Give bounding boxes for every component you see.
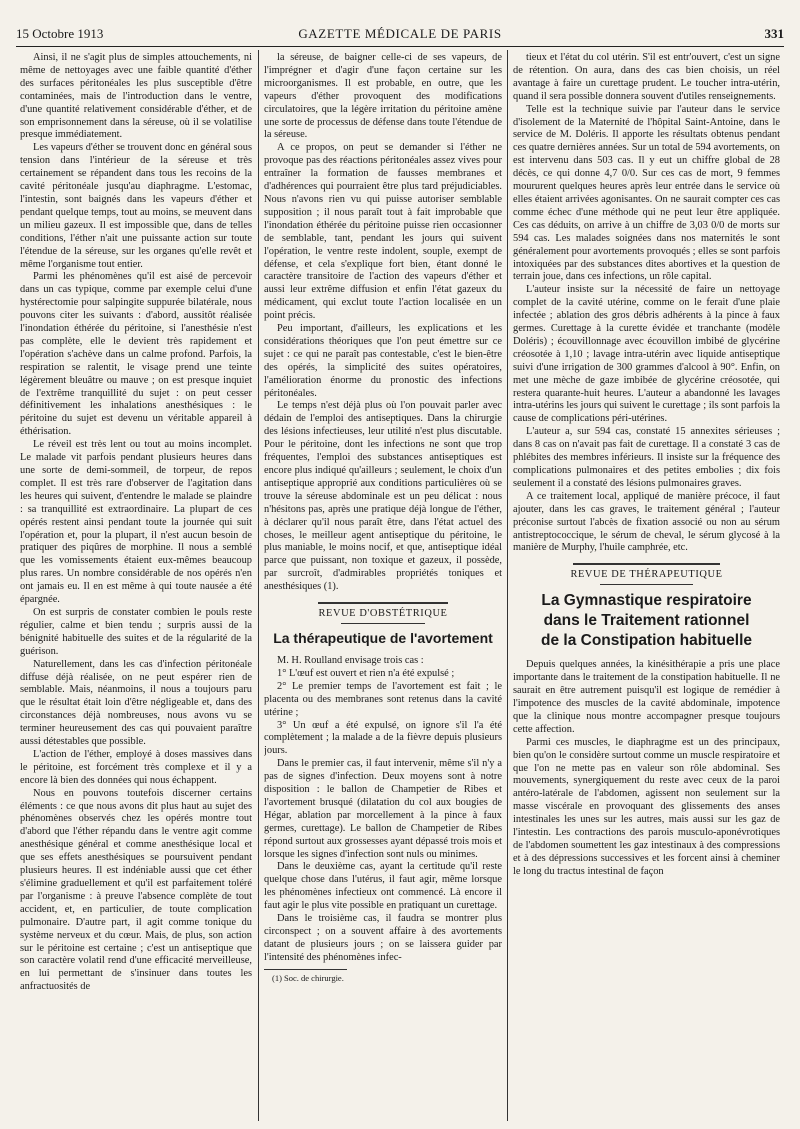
paragraph: Naturellement, dans les cas d'infection péritonéale diffuse déjà réalisée, on ne peut espérer rien de semblable. Mais, néanmoins, il nous a toujours paru que le résultat était loin d'être négligeable et, dans des circonstances déjà nombreuses, nous avons vu se terminer heureusement des cas qui pouvaient paraître aussi détestables que possible. bbox=[20, 658, 252, 748]
paragraph: Le temps n'est déjà plus où l'on pouvait parler avec dédain de l'emploi des antiseptiques. Dans la chirurgie des lésions infectieuses, leur utilité n'est plus discutable. Pour le péritoine, dont les infections ne sont que trop fréquentes, l'emploi des substances antiseptiques est encore plus indiqué qu'ailleurs ; seulement, le choix d'un antiseptique approprié aux conditions particulières où se trouve la séreuse abdominale est un peu délicat : nous n'hésitons pas, après une pratique déjà longue de l'éther, à déclarer qu'il nous paraît être, dans l'état actuel des choses, le meilleur agent antiseptique du péritoine, le plus maniable, le moins nocif, et que, antiseptique idéal parce que puissant, non toxique et gazeux, il possède, par surcroît, d'admirables propriétés toniques et anesthésiques (1). bbox=[264, 400, 502, 593]
paragraph: la séreuse, de baigner celle-ci de ses vapeurs, de l'imprégner et d'agir d'une façon certaine sur les microorganismes. Il est probable, en outre, que les vapeurs d'éther provoquent des modifications circulatoires, que la légère irritation du péritoine amène une sorte de processus de défense dans toute l'étendue de la séreuse. bbox=[264, 52, 502, 141]
paragraph: Depuis quelques années, la kinésithérapie a pris une place importante dans le traitement de la constipation habituelle. Il ne saurait en être autrement puisqu'il est logique de remédier à l'impotence des muscles de la cavité abdominale, impotence que la clinique nous montre accompagner presque toujours cette affection. bbox=[513, 659, 780, 735]
column-divider bbox=[258, 50, 259, 1121]
paragraph: Nous en pouvons toutefois discerner certains éléments : ce que nous avons dit plus haut au sujet des phénomènes observés chez les opérés montre tout d'abord que l'éther répandu dans le ventre agit comme anesthésique général et comme anesthésique local et que ses effets anesthésiques se poursuivent pendant plusieurs heures. Il est indéniable aussi que cet éther s'élimine graduellement et qu'il est parfaitement toléré par l'organisme : à preuve l'absence complète de tout accident, et, en particulier, de toute complication pulmonaire. D'autre part, il agit comme tonique du système nerveux et du cœur. Mais, de plus, son action sur le péritoine est certaine ; c'est un antiseptique que son caractère volatil rend d'une efficacité merveilleuse, en lui permettant de s'insinuer dans toutes les anfractuosités de bbox=[20, 787, 252, 993]
section-label: REVUE DE THÉRAPEUTIQUE bbox=[570, 569, 723, 581]
section-label: REVUE D'OBSTÉTRIQUE bbox=[318, 608, 448, 620]
column-3 bbox=[513, 52, 780, 1122]
paragraph: A ce propos, on peut se demander si l'éther ne provoque pas des réactions péritonéales assez vives pour entraîner la formation de fausses membranes et d'adhérences qui pourraient être plus tard préjudiciables. Nous n'avons rien vu qui puisse autoriser semblable supposition ; il nous paraît tout à fait improbable que l'inondation éthérée du péritoine puisse rien occasionner de semblable, tant, pendant les jours qui suivent l'opération, le ventre reste indolent, souple, exempt de défense, et cela s'explique fort bien, étant donné le caractère transitoire de l'action des vapeurs d'éther et aussi leur extrême diffusion et enfin l'état gazeux du médicament, qui exclut toute l'action localisée en un point précis. bbox=[264, 142, 502, 322]
footnote-rule bbox=[264, 969, 347, 970]
article-title-line: dans le Traitement rationnel bbox=[543, 612, 750, 630]
paragraph: 3° Un œuf a été expulsé, on ignore s'il l'a été complètement ; la malade a de la fièvre depuis plusieurs jours. bbox=[264, 719, 502, 757]
paragraph: Les vapeurs d'éther se trouvent donc en général sous tension dans l'intérieur de la séreuse et très certainement se répandent dans tous les recoins de la cavité péritonéale jusqu'au diaphragme. L'estomac, l'intestin, sont baignés dans les vapeurs d'éther et pendant quelque temps, tout au moins, se meuvent dans un milieu gazeux. Il est impossible que, dans de telles conditions, l'éther n'ait une puissante action sur toute l'étendue de la séreuse, sur les organes qu'elle revêt et même l'organisme tout entier. bbox=[20, 142, 252, 270]
page-header bbox=[16, 26, 784, 44]
article-title: La thérapeutique de l'avortement bbox=[273, 629, 493, 646]
column-2 bbox=[264, 52, 502, 1122]
section-rule bbox=[573, 563, 720, 565]
paragraph: Parmi les phénomènes qu'il est aisé de percevoir dans un cas typique, comme par exemple celui d'une hystérectomie pour salpingite suppurée bilatérale, nous pouvons citer les suivants : d'abord, aussitôt réalisée l'inondation éthérée du péritoine, si l'anesthésie n'est pas complète, elle le devient très rapidement et l'opération s'achève dans un calme profond. Parfois, la respiration se ralentit, le visage prend une teinte légèrement bleuâtre ou mauve ; on est presque inquiet de l'extrême tranquillité du sujet : on peut cesser définitivement les inhalations anesthésiques : le péritoine du sujet est devenu un véritable appareil à éthérisation. bbox=[20, 271, 252, 438]
paragraph: 1° L'œuf est ouvert et rien n'a été expulsé ; bbox=[277, 667, 455, 679]
page-number: 331 bbox=[764, 26, 784, 41]
paragraph: 2° Le premier temps de l'avortement est fait ; le placenta ou des membranes sont retenus dans la cavité utérine ; bbox=[264, 680, 502, 718]
section-rule bbox=[318, 602, 449, 604]
paragraph: Dans le premier cas, il faut intervenir, même s'il n'y a pas de signes d'infection. Deux moyens sont à notre disposition : le ballon de Champetier de Ribes et l'avortement brusqué (dilatation du col aux bougies de Hégar, ablation par morcellement à la pince à faux germes, curettage). Le ballon de Champetier de Ribes répond surtout aux grossesses ayant dépassé trois mois et lorsque les signes d'infection sont nuls ou minimes. bbox=[264, 758, 502, 860]
paragraph: Ainsi, il ne s'agit plus de simples attouchements, ni même de nettoyages avec une faible quantité d'éther des surfaces péritonéales les plus susceptible d'être contaminées, mais de l'introduction dans le ventre, d'une quantité relativement considérable d'éther, et de son emprisonnement dans la séreuse, où il se volatilise presque immédiatement. bbox=[20, 52, 252, 141]
journal-title: GAZETTE MÉDICALE DE PARIS bbox=[298, 26, 502, 41]
paragraph: Telle est la technique suivie par l'auteur dans le service d'isolement de la Maternité de l'hôpital Saint-Antoine, dans le service de M. Doléris. Il apporte les résultats obtenus pendant ces quatre dernières années. Sur un total de 594 avortements, on est intervenu dans 503 cas. Il y eut un chiffre global de 28 décès, ce qui donne 4,7 0/0. Sur ces cas de mort, 9 femmes moururent quelques heures après leur entrée dans le service où elles étaient arrivées agonisantes. On ne saurait compter ces cas comme échec d'une méthode qui ne peut leur être appliquée. Ces cas déduits, on arrive à un chiffre de 3,03 0/0 de morts sur 594 cas. Les malades soignées dans nos maternités le sont généralement pour avortements provoqués ; elles se sont parfois intoxiquées par des substances dites abortives et la question de terrain joue, dans ces infections, un rôle capital. bbox=[513, 103, 780, 283]
paragraph: Le réveil est très lent ou tout au moins incomplet. Le malade vit parfois pendant plusieurs heures dans une sorte de demi-sommeil, de torpeur, de repos complet. Il est très rare d'observer de l'agitation dans les heures qui suivent, d'entendre le malade se plaindre : sa tranquillité est extraordinaire. La plupart de ces opérés restent ainsi pendant toute la journée qui suit l'opération et, pour la plupart, il n'est aucun besoin de pratiquer des piqûres de morphine. Il nous a semblé que les vomissements étaient eux-mêmes beaucoup plus rares. Un nombre considérable de nos opérés n'en ont jamais eu. Il en est même à qui toute nausée a été épargnée. bbox=[20, 439, 252, 606]
header-rule bbox=[16, 46, 784, 47]
article-title bbox=[513, 591, 780, 651]
paragraph: Peu important, d'ailleurs, les explications et les considérations théoriques que l'on peut émettre sur ce sujet : ce qui ne paraît pas contestable, c'est le bien-être des opérés, la simplicité des suites opératoires, l'amélioration énorme du pronostic des infections péritonéales. bbox=[264, 323, 502, 399]
paragraph: On est surpris de constater combien le pouls reste régulier, calme et bien tendu ; surpris aussi de la bénignité habituelle des suites et de la régularité de la guérison. bbox=[20, 606, 252, 657]
column-1 bbox=[20, 52, 252, 1122]
paragraph: A ce traitement local, appliqué de manière précoce, il faut ajouter, dans les cas graves, le traitement général ; l'auteur préconise surtout l'abcès de fixation associé ou non au sérum antistreptococcique, le sérum de cheval, le sérum glycosé à la manière de Murphy, l'huile camphrée, etc. bbox=[513, 490, 780, 554]
paragraph: M. H. Roulland envisage trois cas : bbox=[277, 654, 424, 666]
paragraph: Dans le deuxième cas, ayant la certitude qu'il reste quelque chose dans l'utérus, il faut agir, même lorsque les phénomènes infectieux ont commencé. Là encore il faut agir le plus vite possible en pratiquant un curettage. bbox=[264, 861, 502, 912]
section-rule bbox=[341, 623, 424, 624]
paragraph: Parmi ces muscles, le diaphragme est un des principaux, bien qu'on le considère surtout comme un muscle respiratoire et que l'on ne mette pas en valeur son rôle abdominal. Ses mouvements, synergiquement du reste avec ceux de la paroi antéro-latérale de l'abdomen, agissent non seulement sur la masse viscérale en provoquant des glissements des anses intestinales les unes sur les autres, mais aussi sur les gaz de l'intestin. Les contractions des parois musculo-aponévrotiques de l'abdomen soumettent les gaz intestinaux à des compressions et à des dépressions successives et les forcent ainsi à cheminer le long du tractus intestinal de façon bbox=[513, 736, 780, 877]
issue-date: 15 Octobre 1913 bbox=[16, 26, 104, 41]
footnote: (1) Soc. de chirurgie. bbox=[272, 972, 344, 983]
paragraph: L'action de l'éther, employé à doses massives dans le péritoine, est forcément très complexe et il y a encore là bien des données qui nous échappent. bbox=[20, 748, 252, 786]
paragraph: L'auteur insiste sur la nécessité de faire un nettoyage complet de la cavité utérine, comme on le ferait d'une plaie infectée ; ablation des gros débris adhérents à la pince à faux germes. Curettage à la curette évidée et tranchante (modèle Doléris) ; écouvillonnage avec écouvillon imbibé de glycérine créosotée à 1,10 ; lavage intra-utérin avec liquide antiseptique suivi d'une irrigation de 300 grammes d'alcool à 90°. Enfin, on met une mèche de gaze imbibée de glycérine créosotée, qui restera quarante-huit heures. L'auteur a abandonné les lavages intra-utérins les jours qui suivent le curettage ; ils sont parfois la cause de complications péri-utérines. bbox=[513, 284, 780, 425]
article-title-line: La Gymnastique respiratoire bbox=[541, 592, 752, 610]
section-rule bbox=[600, 584, 693, 585]
paragraph: tieux et l'état du col utérin. S'il est entr'ouvert, c'est un signe de rétention. On aura, dans des cas bien choisis, un réel avantage à faire un curettage prudent. Le toucher intra-utérin, quand il sera possible donnera souvent d'utiles renseignements. bbox=[513, 52, 780, 102]
paragraph: Dans le troisième cas, il faudra se montrer plus circonspect ; on a souvent affaire à des avortements datant de plusieurs jours ; on se laissera guider par l'intensité des phénomènes infec- bbox=[264, 913, 502, 963]
article-title-line: de la Constipation habituelle bbox=[541, 632, 752, 650]
column-divider bbox=[507, 50, 508, 1121]
paragraph: L'auteur a, sur 594 cas, constaté 15 annexites sérieuses ; dans 8 cas on n'avait pas fait de curettage. Il a constaté 3 cas de phlébites des membres inférieurs. Il insiste sur la fréquence des complications pulmonaires et des petites embolies ; dix fois seulement il a constaté des lésions pulmonaires graves. bbox=[513, 426, 780, 489]
